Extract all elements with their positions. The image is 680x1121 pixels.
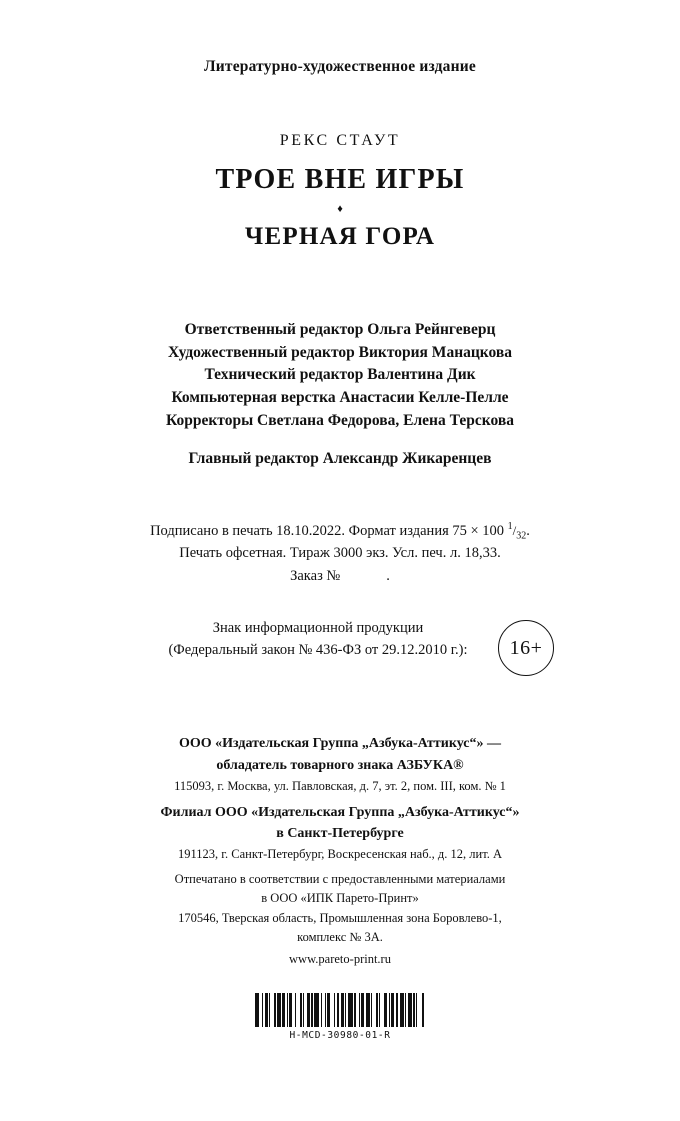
print-info-line-3 [60, 566, 620, 588]
staff-line: Ответственный редактор Ольга Рейнгеверц [184, 321, 496, 338]
fraction-denominator: 32 [516, 530, 527, 542]
barcode-image [255, 993, 425, 1027]
publisher-line: в ООО «ИПК Парето-Принт» [261, 891, 419, 906]
publisher-block [60, 733, 620, 969]
print-info-line-1-prefix: Подписано в печать 18.10.2022. Формат издания 75 × 100 [150, 522, 508, 539]
publisher-line: 115093, г. Москва, ул. Павловская, д. 7, эт. 2, пом. III, ком. № 1 [174, 779, 506, 794]
age-rating-text [168, 618, 467, 662]
order-suffix: . [386, 568, 390, 585]
print-info-line-2: Печать офсетная. Тираж 3000 экз. Усл. печ. л. 18,33. [179, 545, 501, 562]
barcode-bar [424, 993, 425, 1027]
author-title-block [60, 132, 620, 251]
publisher-line: 191123, г. Санкт-Петербург, Воскресенская наб., д. 12, лит. А [177, 847, 503, 862]
format-fraction [508, 519, 527, 544]
barcode-label: H-MCD-30980-01-R [289, 1030, 391, 1042]
diamond-separator-icon: ♦ [337, 203, 343, 215]
chief-editor-line: Главный редактор Александр Жикаренцев [188, 450, 492, 468]
staff-line: Технический редактор Валентина Дик [204, 366, 476, 384]
colophon-page [0, 58, 680, 1121]
age-rating-line-2: (Федеральный закон № 436-ФЗ от 29.12.2010 г.): [168, 641, 468, 658]
staff-line: Корректоры Светлана Федорова, Елена Терскова [166, 411, 514, 429]
barcode-block [60, 993, 620, 1041]
age-rating-line-1: Знак информационной продукции [212, 619, 424, 636]
age-rating-badge: 16+ [498, 620, 554, 676]
publisher-line: Филиал ООО «Издательская Группа „Азбука-Аттикус“» [160, 804, 520, 820]
fraction-numerator: 1 [507, 520, 513, 532]
staff-line: Художественный редактор Виктория Манацкова [167, 343, 513, 361]
publisher-line: ООО «Издательская Группа „Азбука-Аттикус“» — [178, 736, 501, 752]
publisher-line: 170546, Тверская область, Промышленная зона Боровлево-1, [178, 910, 502, 925]
author-name: РЕКС СТАУТ [279, 132, 401, 149]
print-info-line-1 [60, 519, 620, 544]
publisher-line: Отпечатано в соответствии с предоставленными материалами [174, 871, 506, 886]
publisher-website: www.pareto-print.ru [289, 951, 391, 966]
age-rating-block [60, 618, 620, 662]
edition-line: Литературно-художественное издание [204, 58, 476, 75]
print-info-block [60, 519, 620, 588]
publisher-line: комплекс № 3А. [297, 930, 383, 945]
order-label: Заказ № [290, 568, 341, 585]
book-title-second: ЧЕРНАЯ ГОРА [244, 223, 436, 250]
fraction-slash: / [512, 522, 517, 538]
print-info-line-1-suffix: . [526, 522, 530, 539]
publisher-line: в Санкт-Петербурге [276, 826, 404, 842]
staff-line: Компьютерная верстка Анастасии Келле-Пелле [171, 388, 509, 406]
publisher-line: обладатель товарного знака АЗБУКА® [216, 758, 464, 774]
book-title-main: ТРОЕ ВНЕ ИГРЫ [215, 164, 465, 195]
staff-credits [60, 319, 620, 471]
